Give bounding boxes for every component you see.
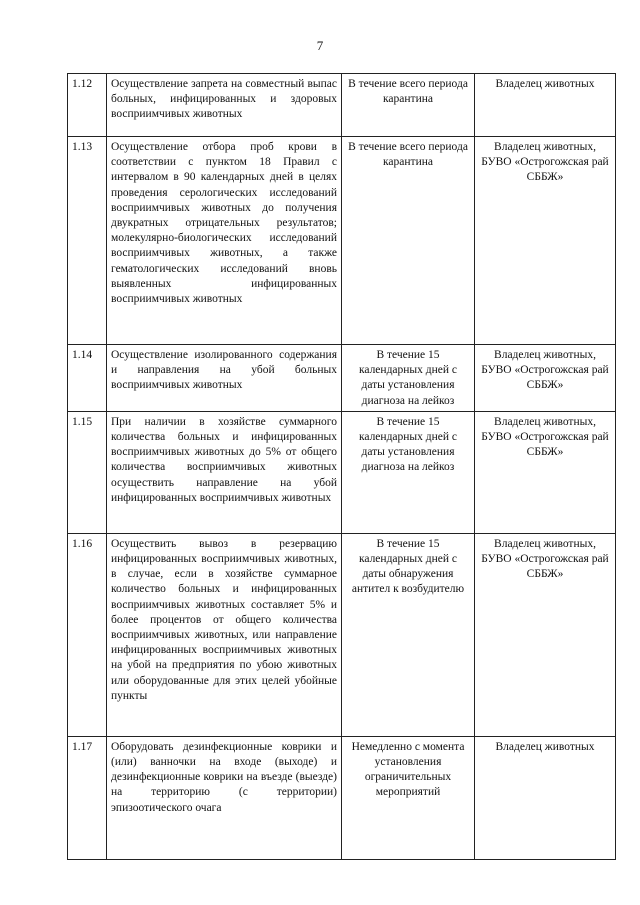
action-cell: Осуществление изолированного содержания и направления на убой больных восприимчивых животных <box>107 345 342 412</box>
table-row <box>68 411 616 533</box>
row-number: 1.17 <box>68 736 107 859</box>
action-cell: Осуществить вывоз в резервацию инфицированных восприимчивых животных, в случае, если в хозяйстве суммарное количество больных и инфицированных восприимчивых животных составляет 5% и более процентов от общего количества восприимчивых животных, или направление инфицированных восприимчивых животных на убой на предприятия по убою животных или оборудованные для этих целей убойные пункты <box>107 533 342 736</box>
responsible-cell: Владелец животных, БУВО «Острогожская рай СББЖ» <box>475 137 616 345</box>
row-number: 1.12 <box>68 74 107 137</box>
term-cell: В течение 15 календарных дней с даты установления диагноза на лейкоз <box>342 411 475 533</box>
action-cell: При наличии в хозяйстве суммарного количества больных и инфицированных восприимчивых животных до 5% от общего количества восприимчивых животных осуществить направление на убой инфицированных восприимчивых животных <box>107 411 342 533</box>
action-cell: Оборудовать дезинфекционные коврики и (или) ванночки на входе (выходе) и дезинфекционные коврики на въезде (выезде) на территорию (с территории) эпизоотического очага <box>107 736 342 859</box>
term-cell: Немедленно с момента установления ограничительных мероприятий <box>342 736 475 859</box>
table-row <box>68 74 616 137</box>
term-cell: В течение всего периода карантина <box>342 137 475 345</box>
term-cell: В течение 15 календарных дней с даты установления диагноза на лейкоз <box>342 345 475 412</box>
action-cell: Осуществление отбора проб крови в соответствии с пунктом 18 Правил с интервалом в 90 календарных дней в целях проведения серологических исследований восприимчивых животных до получения двукратных отрицательных результатов; молекулярно-биологических исследований восприимчивых животных, а также гематологических исследований вновь выявленных инфицированных восприимчивых животных <box>107 137 342 345</box>
page-number: 7 <box>316 38 324 53</box>
table-row <box>68 345 616 412</box>
measures-table <box>67 73 616 860</box>
row-number: 1.15 <box>68 411 107 533</box>
action-cell: Осуществление запрета на совместный выпас больных, инфицированных и здоровых восприимчивых животных <box>107 74 342 137</box>
row-number: 1.13 <box>68 137 107 345</box>
responsible-cell: Владелец животных, БУВО «Острогожская рай СББЖ» <box>475 345 616 412</box>
row-number: 1.14 <box>68 345 107 412</box>
term-cell: В течение 15 календарных дней с даты обнаружения антител к возбудителю <box>342 533 475 736</box>
term-cell: В течение всего периода карантина <box>342 74 475 137</box>
table-row <box>68 736 616 859</box>
responsible-cell: Владелец животных, БУВО «Острогожская рай СББЖ» <box>475 533 616 736</box>
responsible-cell: Владелец животных <box>475 736 616 859</box>
table-row <box>68 533 616 736</box>
table-row <box>68 137 616 345</box>
row-number: 1.16 <box>68 533 107 736</box>
responsible-cell: Владелец животных <box>475 74 616 137</box>
responsible-cell: Владелец животных, БУВО «Острогожская рай СББЖ» <box>475 411 616 533</box>
